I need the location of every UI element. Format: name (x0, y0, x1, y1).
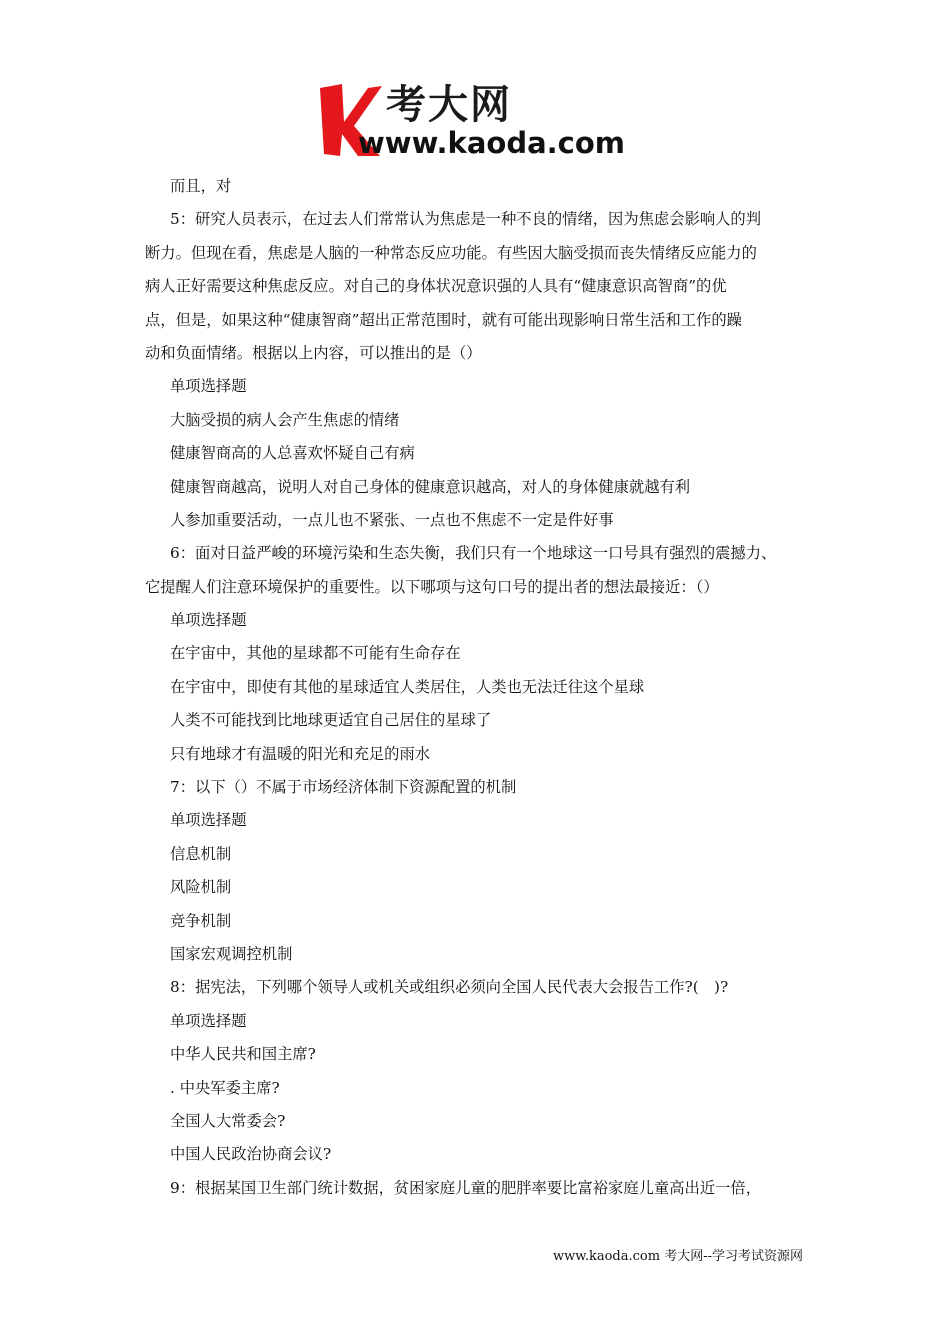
option-line: 在宇宙中，即使有其他的星球适宜人类居住，人类也无法迁往这个星球 (170, 677, 645, 696)
option-line: 健康智商越高，说明人对自己身体的健康意识越高，对人的身体健康就越有利 (170, 477, 691, 496)
question-9: 9：根据某国卫生部门统计数据，贫困家庭儿童的肥胖率要比富裕家庭儿童高出近一倍， (170, 1178, 762, 1197)
option-line: 竞争机制 (170, 911, 232, 930)
page-footer: www.kaoda.com 考大网--学习考试资源网 (553, 1249, 803, 1264)
question-7: 7：以下（）不属于市场经济体制下资源配置的机制 (170, 778, 517, 797)
text-line: 它提醒人们注意环境保护的重要性。以下哪项与这句口号的提出者的想法最接近：（） (145, 577, 719, 596)
document-body (145, 170, 815, 1205)
option-line: 国家宏观调控机制 (170, 944, 293, 963)
option-line: 大脑受损的病人会产生焦虑的情绪 (170, 410, 400, 429)
question-type: 单项选择题 (170, 377, 247, 396)
question-8: 8：据宪法，下列哪个领导人或机关或组织必须向全国人民代表大会报告工作?( )? (170, 978, 729, 997)
question-type: 单项选择题 (170, 611, 247, 630)
question-type: 单项选择题 (170, 1011, 247, 1030)
question-5: 5：研究人员表示，在过去人们常常认为焦虑是一种不良的情绪，因为焦虑会影响人的判 (170, 210, 762, 229)
option-line: . 中央军委主席? (170, 1078, 280, 1097)
logo-title: 考大网 (386, 82, 512, 128)
option-line: 健康智商高的人总喜欢怀疑自己有病 (170, 444, 415, 463)
option-line: 中国人民政治协商会议? (170, 1145, 332, 1164)
logo-url: www.kaoda.com (358, 126, 625, 160)
question-type: 单项选择题 (170, 811, 247, 830)
text-line: 动和负面情绪。根据以上内容，可以推出的是（） (145, 343, 482, 362)
text-line: 点，但是，如果这种“健康智商”超出正常范围时，就有可能出现影响日常生活和工作的躁 (145, 310, 742, 329)
option-line: 信息机制 (170, 844, 232, 863)
option-line: 只有地球才有温暖的阳光和充足的雨水 (170, 744, 431, 763)
text-line: 病人正好需要这种焦虑反应。对自己的身体状况意识强的人具有“健康意识高智商”的优 (145, 277, 727, 296)
question-6: 6：面对日益严峻的环境污染和生态失衡，我们只有一个地球这一口号具有强烈的震撼力、 (170, 544, 777, 563)
text-line: 而且，对 (170, 177, 232, 195)
option-line: 中华人民共和国主席? (170, 1045, 316, 1064)
option-line: 全国人大常委会? (170, 1111, 286, 1130)
text-line: 断力。但现在看，焦虑是人脑的一种常态反应功能。有些因大脑受损而丧失情绪反应能力的 (145, 243, 757, 262)
kaoda-logo (318, 82, 648, 162)
option-line: 风险机制 (170, 878, 232, 897)
option-line: 人类不可能找到比地球更适宜自己居住的星球了 (170, 711, 492, 730)
option-line: 人参加重要活动，一点儿也不紧张、一点也不焦虑不一定是件好事 (170, 510, 614, 529)
option-line: 在宇宙中，其他的星球都不可能有生命存在 (170, 644, 461, 663)
